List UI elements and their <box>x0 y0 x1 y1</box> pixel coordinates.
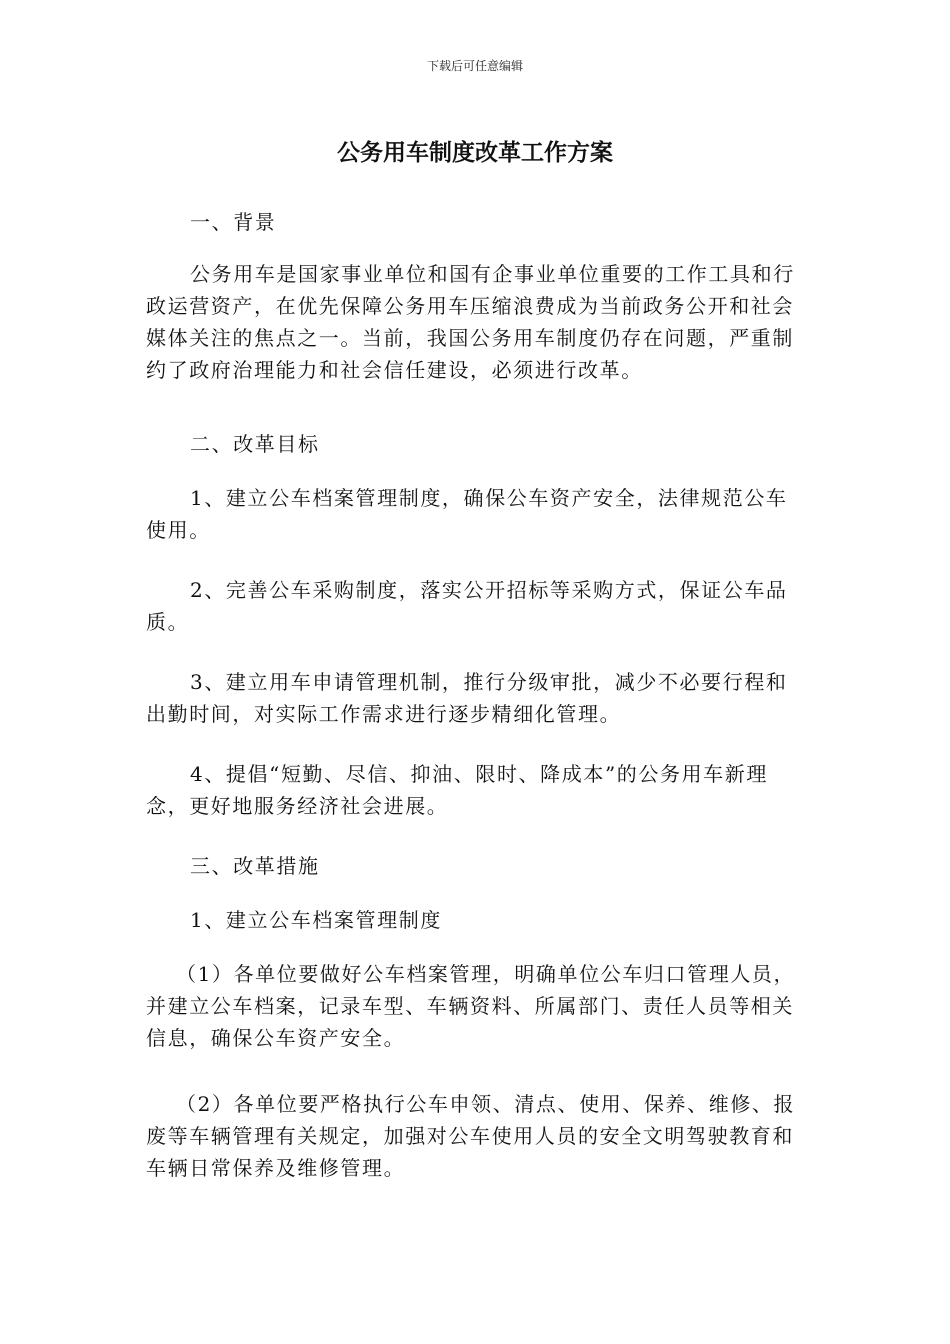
goals-heading-block <box>146 428 806 460</box>
measure-1-item-1-block <box>146 958 806 1054</box>
goal-3-block <box>146 666 806 730</box>
background-heading-block <box>146 206 806 238</box>
measure-item: （1）各单位要做好公车档案管理，明确单位公车归口管理人员，并建立公车档案，记录车型、车辆资料、所属部门、责任人员等相关信息，确保公车资产安全。 <box>146 962 796 1050</box>
measure-1-item-2-block <box>146 1088 806 1184</box>
document-title: 公务用车制度改革工作方案 <box>337 140 613 166</box>
goal-4-block <box>146 758 806 822</box>
goal-item: 2、完善公车采购制度，落实公开招标等采购方式，保证公车品质。 <box>146 578 788 634</box>
section-heading-measures: 三、改革措施 <box>190 854 320 878</box>
section-heading-goals: 二、改革目标 <box>190 432 320 456</box>
measure-1-heading-block <box>146 904 806 936</box>
goal-item: 4、提倡“短勤、尽信、抑油、限时、降成本”的公务用车新理念，更好地服务经济社会进展。 <box>146 762 768 818</box>
goal-2-block <box>146 574 806 638</box>
goal-item: 3、建立用车申请管理机制，推行分级审批，减少不必要行程和出勤时间，对实际工作需求进行逐步精细化管理。 <box>146 670 788 726</box>
goal-1-block <box>146 482 806 546</box>
subsection-heading: 1、建立公车档案管理制度 <box>190 908 442 932</box>
header-note: 下载后可任意编辑 <box>426 59 523 73</box>
section-heading-background: 一、背景 <box>190 210 277 234</box>
measures-heading-block <box>146 850 806 882</box>
goal-item: 1、建立公车档案管理制度，确保公车资产安全，法律规范公车使用。 <box>146 486 788 542</box>
measure-item: （2）各单位要严格执行公车申领、清点、使用、保养、维修、报废等车辆管理有关规定，加强对公车使用人员的安全文明驾驶教育和车辆日常保养及维修管理。 <box>146 1092 796 1180</box>
background-paragraph: 公务用车是国家事业单位和国有企事业单位重要的工作工具和行政运营资产，在优先保障公务用车压缩浪费成为当前政务公开和社会媒体关注的焦点之一。当前，我国公务用车制度仍存在问题，严重制约了政府治理能力和社会信任建设，必须进行改革。 <box>146 262 795 382</box>
background-paragraph-block <box>146 258 806 386</box>
